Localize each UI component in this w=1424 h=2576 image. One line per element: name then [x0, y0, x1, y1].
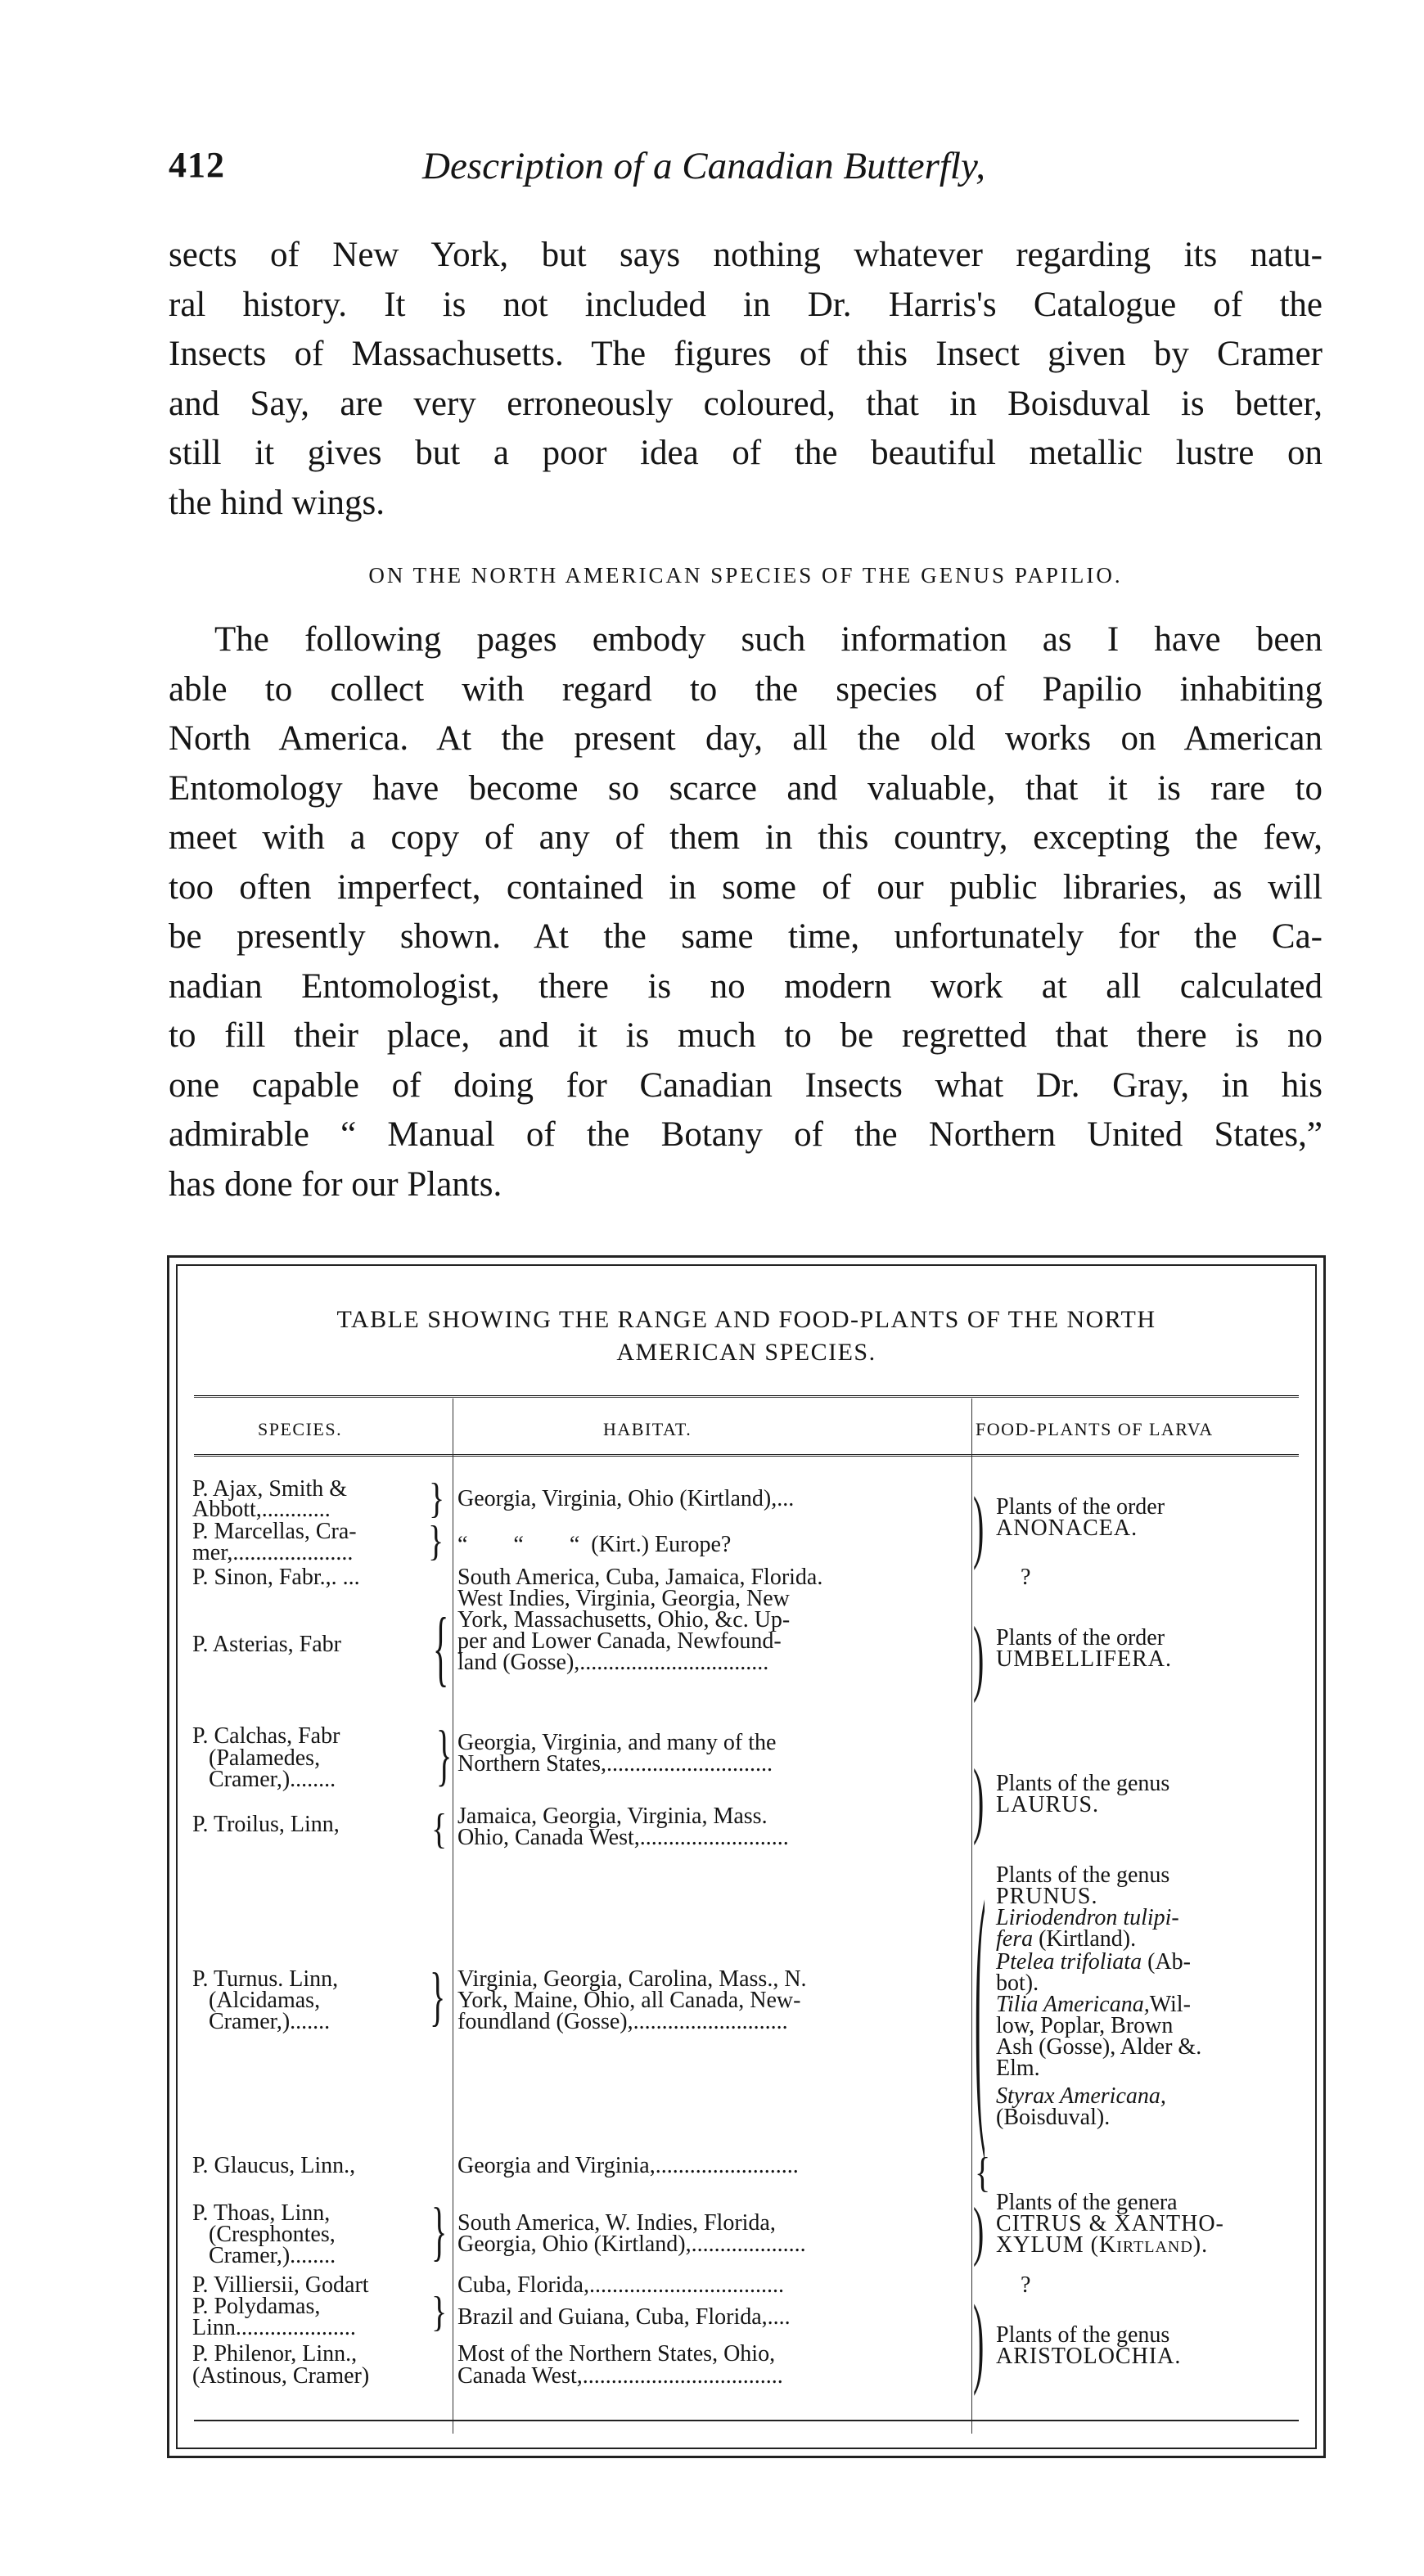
text-line: meet with a copy of any of them in this country, excepting the few, [169, 818, 1323, 857]
bracket: { [433, 1599, 449, 1696]
species-cell: P. Calchas, Fabr [192, 1723, 340, 1749]
species-cell: (Palamedes, [209, 1745, 321, 1771]
food-cell: Plants of the order [996, 1494, 1165, 1520]
bracket: } [431, 2287, 448, 2335]
page-header [169, 144, 1310, 201]
habitat-cell: Most of the Northern States, Ohio, [457, 2341, 776, 2367]
text-line: ral history. It is not included in Dr. Harris's Catalogue of the [169, 285, 1323, 324]
food-cell: (Boisduval). [996, 2105, 1111, 2130]
species-cell: P. Turnus. Linn, [192, 1966, 339, 1992]
bracket: } [428, 1516, 444, 1565]
species-cell: Cramer,)........ [209, 1767, 336, 1792]
species-cell: (Alcidamas, [209, 1988, 321, 2013]
habitat-cell: Canada West,................................... [457, 2363, 783, 2389]
range-table [167, 1255, 1326, 2458]
food-cell: Plants of the genera [996, 2190, 1178, 2215]
species-cell: P. Polydamas, [192, 2294, 321, 2319]
bracket: } [430, 1959, 446, 2033]
food-authority: (Ab- [1147, 1949, 1191, 1975]
paragraph-2 [169, 615, 1323, 1209]
caption-line: TABLE SHOWING THE RANGE AND FOOD-PLANTS OF THE NORTH [336, 1306, 1156, 1333]
food-cell: ? [1021, 1565, 1031, 1590]
species-cell: (Cresphontes, [209, 2222, 336, 2247]
bracket: { [431, 1804, 448, 1853]
species-cell: P. Marcellas, Cra- [192, 1519, 357, 1544]
habitat-cell: foundland (Gosse),........................... [457, 2009, 788, 2034]
food-cell [996, 1793, 1099, 1817]
habitat-cell: South America, Cuba, Jamaica, Florida. [457, 1565, 823, 1590]
col-header-species: SPECIES. [258, 1419, 343, 1439]
food-cell [996, 2344, 1181, 2368]
bracket: { [975, 2148, 991, 2196]
species-cell: P. Thoas, Linn, [192, 2200, 331, 2226]
food-cell [996, 1516, 1138, 1540]
species-cell: Linn..................... [192, 2315, 356, 2340]
food-species: fera [996, 1926, 1034, 1952]
habitat-cell: Ohio, Canada West,.......................... [457, 1825, 789, 1850]
bracket: ) [973, 1750, 985, 1847]
text-line: sects of New York, but says nothing whatever regarding its natu- [169, 236, 1323, 274]
paragraph-1 [169, 231, 1323, 528]
habitat-cell: West Indies, Virginia, Georgia, New [457, 1586, 790, 1611]
bracket: ) [973, 2282, 985, 2398]
species-cell: (Astinous, Cramer) [192, 2363, 370, 2389]
bracket: ( [975, 1840, 986, 2164]
food-cell: Plants of the genus [996, 1862, 1170, 1888]
food-species: Liriodendron tulipi- [996, 1905, 1179, 1930]
food-cell: Plants of the genus [996, 1771, 1170, 1796]
species-cell: Cramer,)........ [209, 2243, 336, 2268]
table-bottom-rule [194, 2420, 1299, 2421]
habitat-cell: Northern States,............................. [457, 1751, 773, 1777]
text-line: Insects of Massachusetts. The figures of this Insect given by Cramer [169, 335, 1323, 373]
food-cell: Plants of the genus [996, 2322, 1170, 2348]
food-continued: Wil- [1149, 1992, 1191, 2017]
food-cell: Ash (Gosse), Alder &. [996, 2034, 1202, 2060]
food-genus: ANONACEA. [996, 1515, 1138, 1541]
text-line: admirable “ Manual of the Botany of the Northern United States,” [169, 1115, 1323, 1154]
food-cell: low, Poplar, Brown [996, 2013, 1174, 2038]
text-line: too often imperfect, contained in some of our public libraries, as will [169, 867, 1323, 907]
food-species: Styrax Americana, [996, 2083, 1166, 2109]
habitat-cell: Georgia and Virginia,......................... [457, 2153, 799, 2178]
species-cell: P. Glaucus, Linn., [192, 2153, 356, 2178]
text-line: able to collect with regard to the species of Papilio inhabiting [169, 669, 1323, 709]
table-caption [169, 1304, 1323, 1369]
text-line: still it gives but a poor idea of the beautiful metallic lustre on [169, 434, 1323, 472]
food-cell [996, 1647, 1172, 1671]
habitat-cell: “ “ “ (Kirt.) Europe? [457, 1532, 732, 1557]
habitat-cell: Virginia, Georgia, Carolina, Mass., N. [457, 1966, 807, 1992]
text-line: one capable of doing for Canadian Insects what Dr. Gray, in his [169, 1065, 1323, 1105]
habitat-cell: Georgia, Ohio (Kirtland),.................... [457, 2231, 806, 2257]
food-cell [996, 1927, 1136, 1951]
text-line: the hind wings. [169, 483, 385, 522]
bracket: ) [973, 1479, 985, 1571]
habitat-cell: Cuba, Florida,.................................. [457, 2272, 784, 2298]
habitat-cell: Jamaica, Georgia, Virginia, Mass. [457, 1804, 768, 1829]
habitat-cell: per and Lower Canada, Newfound- [457, 1628, 782, 1654]
food-cell: Elm. [996, 2056, 1040, 2081]
species-cell: Cramer,)....... [209, 2009, 331, 2034]
text-line: has done for our Plants. [169, 1164, 502, 1204]
bracket: ) [973, 2194, 985, 2268]
caption-rule [194, 1395, 1299, 1398]
species-cell: P. Sinon, Fabr.,. ... [192, 1565, 360, 1590]
species-cell: P. Villiersii, Godart [192, 2272, 369, 2298]
food-species: Tilia Americana, [996, 1992, 1150, 2017]
species-cell: P. Ajax, Smith & [192, 1476, 348, 1502]
food-genus: UMBELLIFERA. [996, 1646, 1172, 1672]
food-cell: Plants of the order [996, 1625, 1165, 1651]
text-line: and Say, are very erroneously coloured, that in Boisduval is better, [169, 384, 1323, 423]
column-divider [971, 1398, 972, 2434]
text-line: be presently shown. At the same time, unfortunately for the Ca- [169, 917, 1323, 956]
food-authority: (Kirtland). [1039, 1926, 1137, 1952]
text-line: nadian Entomologist, there is no modern work at all calculated [169, 966, 1323, 1006]
section-heading: ON THE NORTH AMERICAN SPECIES OF THE GENUS PAPILIO. [368, 563, 1123, 588]
habitat-cell: Georgia, Virginia, and many of the [457, 1730, 777, 1755]
col-header-habitat: HABITAT. [603, 1419, 692, 1439]
col-header-food: FOOD-PLANTS OF LARVA [976, 1419, 1214, 1439]
habitat-cell: Brazil and Guiana, Cuba, Florida,.... [457, 2304, 791, 2330]
bracket: } [431, 2194, 448, 2268]
text-line: North America. At the present day, all the old works on American [169, 719, 1323, 758]
food-genus: ARISTOLOCHIA. [996, 2344, 1182, 2369]
food-cell [996, 2233, 1208, 2257]
habitat-cell: Georgia, Virginia, Ohio (Kirtland),... [457, 1486, 795, 1511]
species-cell: P. Troilus, Linn, [192, 1812, 340, 1837]
species-cell: P. Asterias, Fabr [192, 1632, 341, 1657]
food-genus: CITRUS & XANTHO- [996, 2211, 1224, 2236]
habitat-cell: South America, W. Indies, Florida, [457, 2210, 776, 2236]
habitat-cell: York, Maine, Ohio, all Canada, New- [457, 1988, 801, 2013]
species-cell: mer,..................... [192, 1540, 354, 1565]
food-cell: bot). [996, 1970, 1039, 1996]
running-title: Description of a Canadian Butterfly, [422, 145, 985, 187]
bracket: } [429, 1474, 445, 1522]
habitat-cell: land (Gosse),................................. [457, 1650, 769, 1675]
bracket: ) [973, 1608, 985, 1705]
page-number: 412 [169, 145, 225, 185]
header-rule [194, 1454, 1299, 1457]
habitat-cell: York, Massachusetts, Ohio, &c. Up- [457, 1607, 791, 1633]
food-genus: PRUNUS. [996, 1884, 1098, 1909]
food-cell: ? [1021, 2272, 1031, 2298]
text-line: Entomology have become so scarce and valuable, that it is rare to [169, 768, 1323, 808]
species-cell: P. Philenor, Linn., [192, 2341, 358, 2367]
text-line: to fill their place, and it is much to be regretted that there is no [169, 1016, 1323, 1055]
table-inner-border [176, 1264, 1317, 2449]
bracket: } [436, 1715, 453, 1794]
food-species: Ptelea trifoliata [996, 1949, 1142, 1975]
species-cell: Abbott,............ [192, 1497, 331, 1522]
text-line: The following pages embody such information as I have been [214, 620, 1323, 659]
food-genus: LAURUS. [996, 1792, 1100, 1817]
caption-line: AMERICAN SPECIES. [616, 1339, 876, 1366]
food-genus: XYLUM (Kirtland). [996, 2232, 1209, 2258]
